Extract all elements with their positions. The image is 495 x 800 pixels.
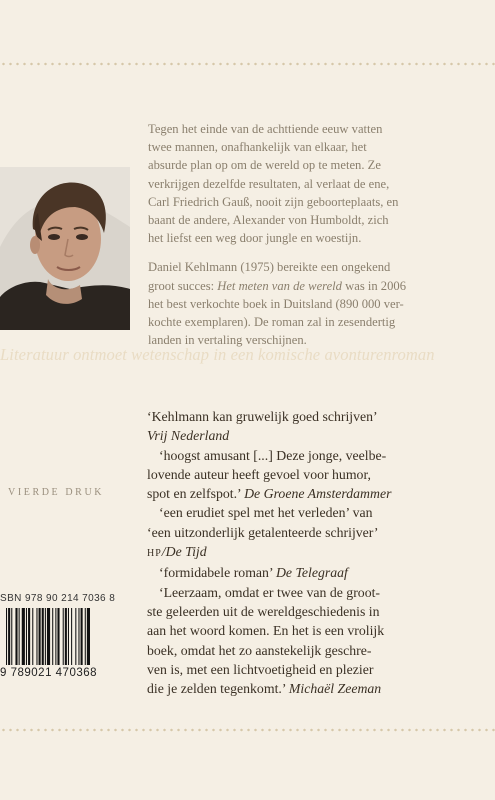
- barcode-bar: [39, 608, 41, 665]
- synopsis-block: [148, 120, 488, 349]
- barcode-bar: [52, 608, 53, 665]
- quote-source-prefix: HP: [147, 548, 162, 560]
- barcode: [6, 608, 126, 665]
- barcode-bar: [8, 608, 10, 665]
- barcode-bar: [63, 608, 64, 665]
- barcode-bar: [36, 608, 37, 665]
- barcode-bar: [19, 608, 20, 665]
- barcode-bar: [57, 608, 59, 665]
- barcode-bar: [47, 608, 50, 665]
- barcode-bar: [22, 608, 25, 665]
- barcode-bar: [42, 608, 44, 665]
- quote-source: De Telegraaf: [275, 565, 348, 581]
- barcode-bar: [85, 608, 86, 665]
- barcode-bar: [78, 608, 79, 665]
- quote-source: Michaël Zeeman: [288, 681, 382, 697]
- quote-de-tijd: ‘een erudiet spel met het verleden’ van ‘een uitzonderlijk getalenteerde schrijver’ HP/De Tijd: [147, 505, 379, 560]
- quote-groene-amsterdammer: ‘hoogst amusant [...] Deze jonge, veelbe- lovende auteur heeft gevoel voor humor, spot en zelfspot.’ De Groene Amsterdammer: [147, 447, 392, 502]
- quote-source: De Groene Amsterdammer: [244, 486, 392, 502]
- barcode-bar: [87, 608, 90, 665]
- quote-source: /De Tijd: [161, 544, 207, 560]
- quote-source: Vrij Nederland: [147, 428, 230, 444]
- barcode-bar: [45, 608, 46, 665]
- barcode-bar: [71, 608, 72, 665]
- barcode-bar: [15, 608, 17, 665]
- barcode-bar: [11, 608, 12, 665]
- barcode-bar: [55, 608, 56, 665]
- barcode-bar: [32, 608, 33, 665]
- quote-telegraaf: ‘formidabele roman’ De Telegraaf: [159, 565, 348, 581]
- barcode-digits: 9 789021 470368: [0, 667, 98, 679]
- barcode-bar: [28, 608, 30, 665]
- barcode-bar: [81, 608, 83, 665]
- barcode-bar: [65, 608, 67, 665]
- isbn-label: SBN 978 90 214 7036 8: [0, 593, 116, 604]
- press-quotes: [147, 407, 492, 698]
- book-title: Het meten van de wereld: [217, 278, 342, 293]
- synopsis-paragraph: Tegen het einde van de achttiende eeuw vatten twee mannen, onafhankelijk van elkaar, het absurde plan op om de wereld op te meten. Ze verkrijgen dezelfde resultaten, al verlaat de ene, Carl Friedrich Gauß, nooit zijn geboorteplaats, en baant de andere, Alexander von Humboldt, zich het liefst een weg door jungle en woestijn.: [148, 122, 399, 246]
- barcode-bar: [6, 608, 7, 665]
- barcode-bar: [68, 608, 69, 665]
- barcode-bar: [75, 608, 76, 665]
- author-portrait: [0, 167, 130, 330]
- barcode-bar: [26, 608, 27, 665]
- edition-label: VIERDE DRUK: [8, 487, 105, 498]
- author-bio-paragraph: Daniel Kehlmann (1975) bereikte een ongekend groot succes: Het meten van de wereld was in 2006 het best verkochte boek in Duitsland (890 000 ver- kochte exemplaren). De roman zal in zesendertig landen in vertaling verschijnen.: [148, 260, 406, 348]
- dotted-rule-bottom: [0, 728, 495, 732]
- quote-vrij-nederland: ‘Kehlmann kan gruwelijk goed schrijven’ Vrij Nederland: [147, 409, 378, 444]
- dotted-rule-top: [0, 62, 495, 66]
- quote-zeeman: ‘Leerzaam, omdat er twee van de groot- ste geleerden uit de wereldgeschiedenis in aan het woord komen. En het is een vrolijk boek, omdat het zo aanstekelijk geschre- ven is, met een lichtvoetigheid en plezier die je zelden tegenkomt.’ Michaël Zeeman: [147, 584, 385, 697]
- tagline: Literatuur ontmoet wetenschap in een komische avonturenroman: [0, 345, 435, 364]
